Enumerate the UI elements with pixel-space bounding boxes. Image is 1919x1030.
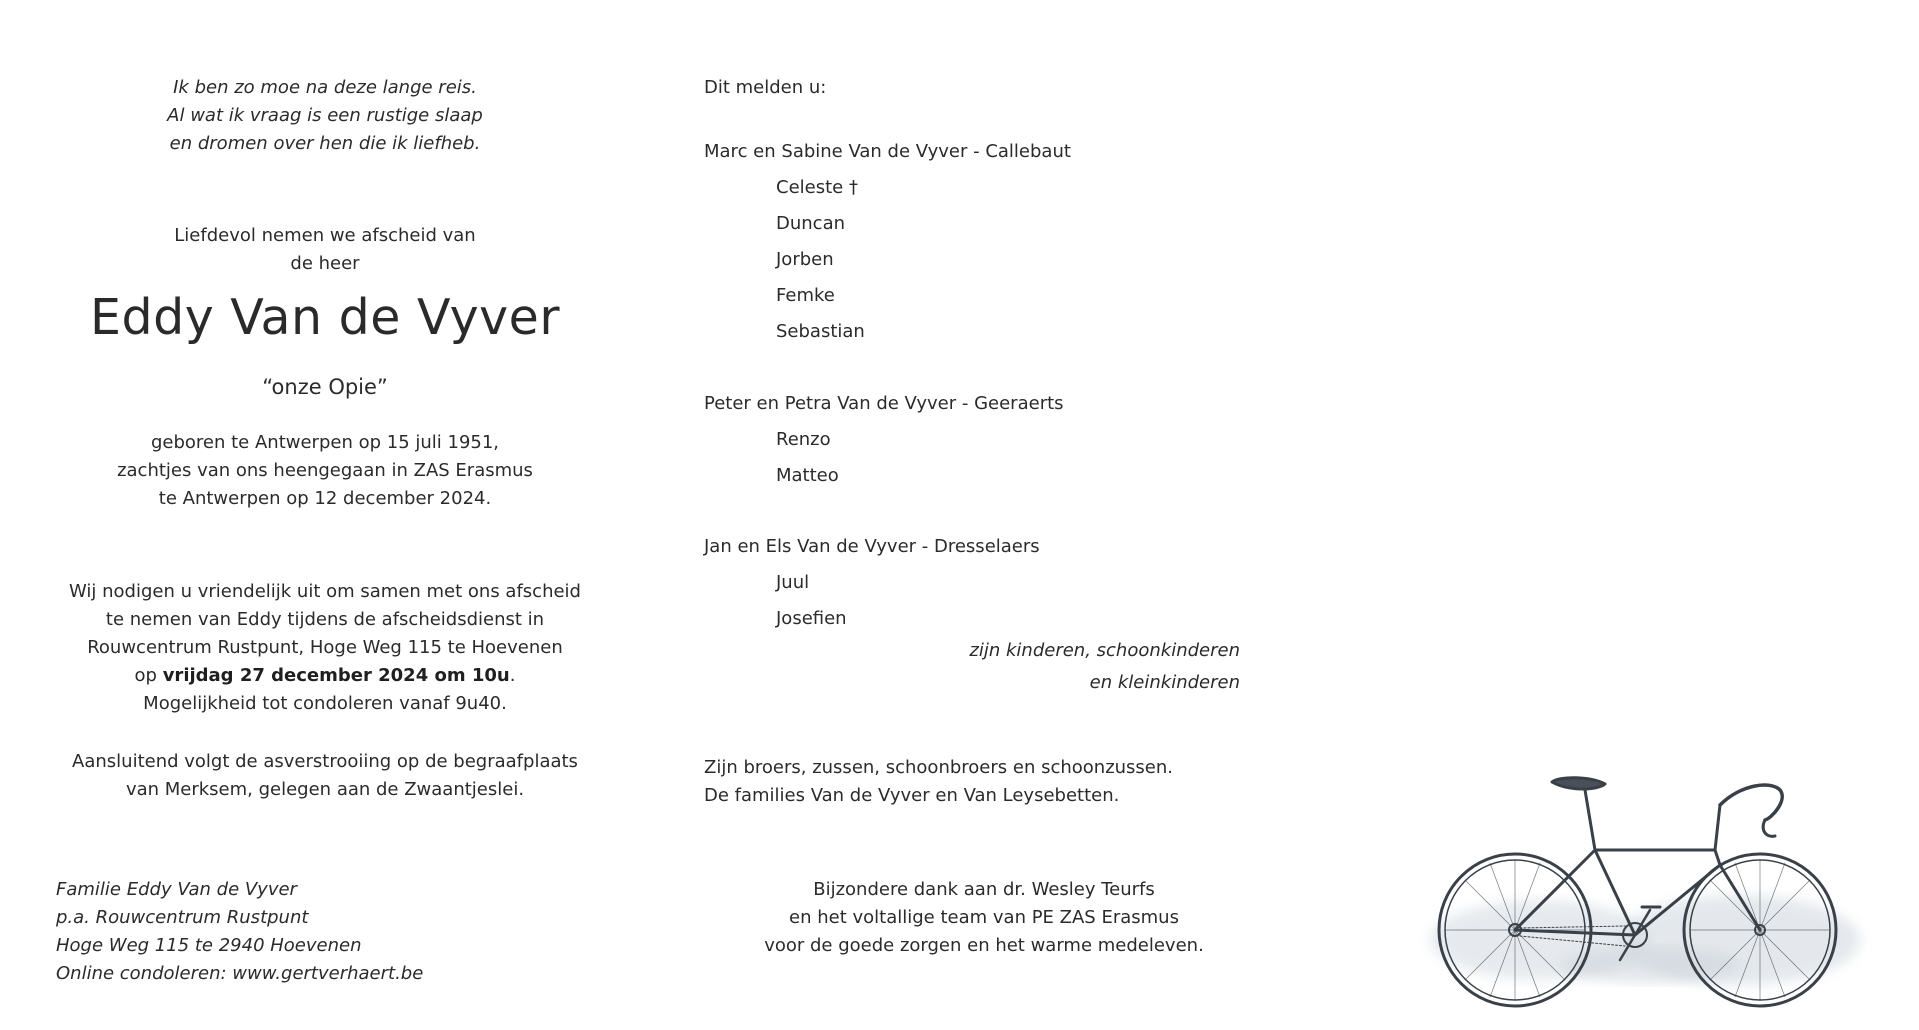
nickname: “onze Opie” xyxy=(262,375,388,399)
thanks-line: en het voltallige team van PE ZAS Erasmus xyxy=(789,907,1179,928)
family-child: Matteo xyxy=(776,465,839,486)
address-line: Hoge Weg 115 te 2940 Hoevenen xyxy=(56,935,362,956)
family-child: Josefien xyxy=(776,608,847,629)
born-line: zachtjes van ons heengegaan in ZAS Erasmus xyxy=(117,460,533,481)
family-child: Jorben xyxy=(776,249,834,270)
invite-date: vrijdag 27 december 2024 om 10u xyxy=(162,665,510,686)
invite-date-prefix: op xyxy=(134,665,163,686)
family-child: Duncan xyxy=(776,213,846,234)
intro-line: de heer xyxy=(290,253,360,274)
invite-date-line xyxy=(40,662,610,690)
family-child: Celeste † xyxy=(776,177,858,198)
poem-line: Ik ben zo moe na deze lange reis. xyxy=(173,77,477,98)
family-child: Femke xyxy=(776,285,835,306)
invite-date-suffix: . xyxy=(509,665,516,686)
family-parents: Peter en Petra Van de Vyver - Geeraerts xyxy=(704,393,1064,414)
family-address xyxy=(56,876,556,988)
announce-heading: Dit melden u: xyxy=(704,77,827,98)
intro-line: Liefdevol nemen we afscheid van xyxy=(174,225,476,246)
scatter-line: van Merksem, gelegen aan de Zwaantjeslei. xyxy=(125,779,525,800)
siblings-line: De families Van de Vyver en Van Leysebetten. xyxy=(704,785,1120,806)
address-line: Familie Eddy Van de Vyver xyxy=(56,879,297,900)
relation-line: en kleinkinderen xyxy=(1089,672,1240,693)
invite-line: Mogelijkheid tot condoleren vanaf 9u40. xyxy=(143,693,507,714)
address-line: p.a. Rouwcentrum Rustpunt xyxy=(56,907,309,928)
relation-line: zijn kinderen, schoonkinderen xyxy=(969,640,1240,661)
family-child: Renzo xyxy=(776,429,831,450)
deceased-name: Eddy Van de Vyver xyxy=(90,289,560,346)
family-parents: Jan en Els Van de Vyver - Dresselaers xyxy=(704,536,1040,557)
born-line: geboren te Antwerpen op 15 juli 1951, xyxy=(150,432,500,453)
invitation xyxy=(40,578,610,718)
thanks-line: voor de goede zorgen en het warme medeleven. xyxy=(764,935,1204,956)
siblings-line: Zijn broers, zussen, schoonbroers en schoonzussen. xyxy=(704,757,1174,778)
birth-death-info xyxy=(40,429,610,513)
thanks-note xyxy=(704,876,1264,960)
scatter-line: Aansluitend volgt de asverstrooiing op de begraafplaats xyxy=(72,751,578,772)
family-parents: Marc en Sabine Van de Vyver - Callebaut xyxy=(704,141,1071,162)
address-line: Online condoleren: www.gertverhaert.be xyxy=(56,963,424,984)
family-child: Juul xyxy=(776,572,810,593)
poem-line: Al wat ik vraag is een rustige slaap xyxy=(167,105,483,126)
intro xyxy=(40,222,610,278)
born-line: te Antwerpen op 12 december 2024. xyxy=(158,488,492,509)
poem xyxy=(40,74,610,158)
bicycle-illustration xyxy=(1420,750,1880,1020)
invite-line: te nemen van Eddy tijdens de afscheidsdienst in xyxy=(105,609,545,630)
ash-scattering-info xyxy=(40,748,610,804)
invite-line: Rouwcentrum Rustpunt, Hoge Weg 115 te Hoevenen xyxy=(87,637,563,658)
invite-line: Wij nodigen u vriendelijk uit om samen met ons afscheid xyxy=(69,581,581,602)
family-child: Sebastian xyxy=(776,321,865,342)
thanks-line: Bijzondere dank aan dr. Wesley Teurfs xyxy=(813,879,1155,900)
poem-line: en dromen over hen die ik liefheb. xyxy=(169,133,481,154)
